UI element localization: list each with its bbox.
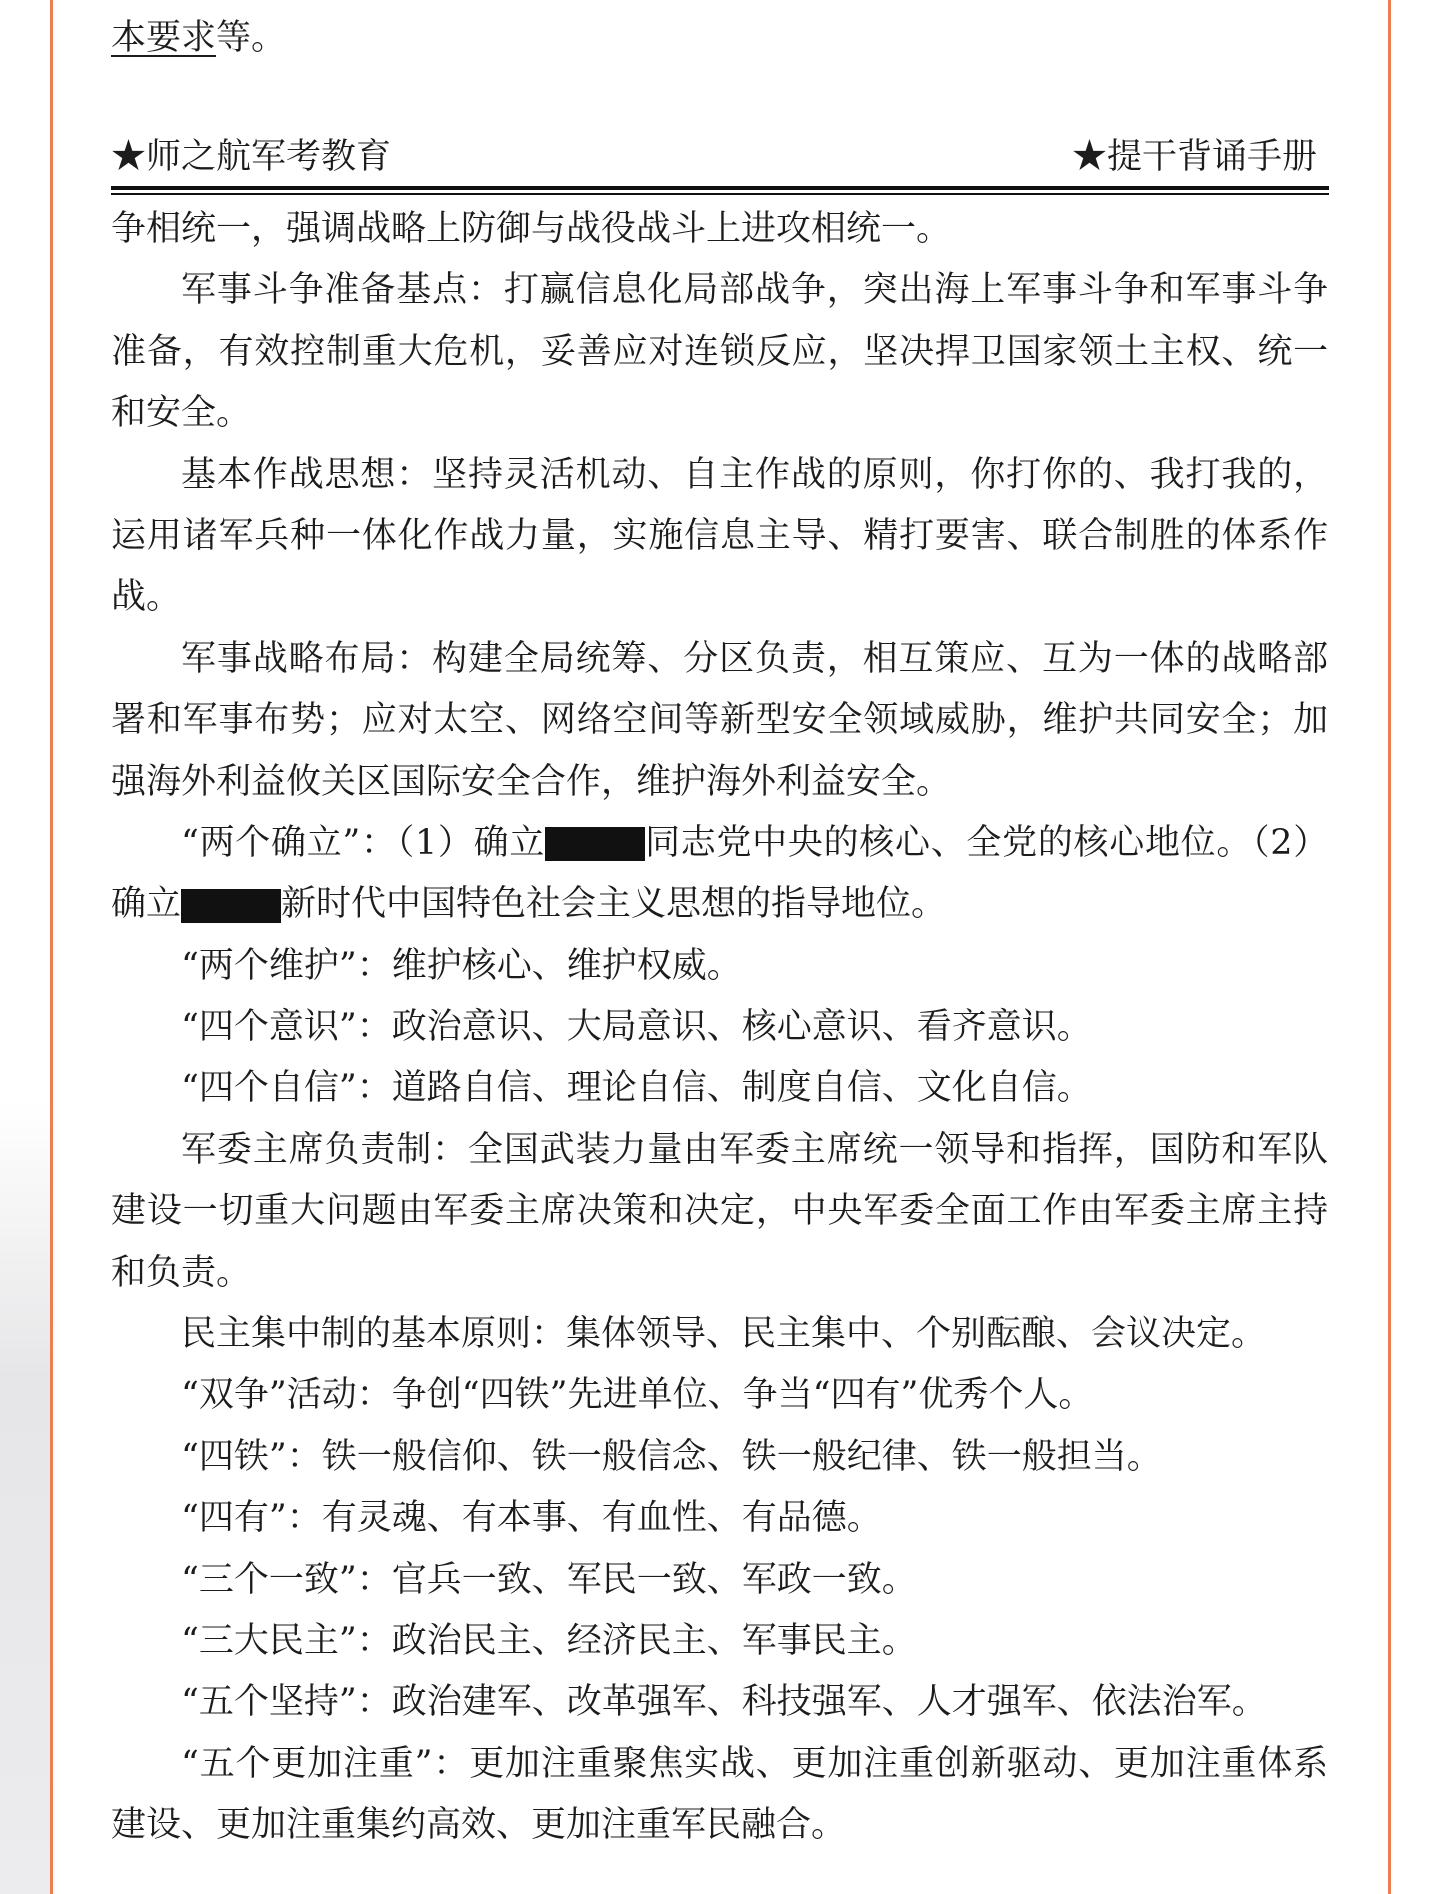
text-line: [111, 1365, 1329, 1426]
paragraph-two-establishments: [111, 813, 1329, 936]
text-line: [111, 199, 1329, 260]
line-text: 基本作战思想：坚持灵活机动、自主作战的原则，你打你的、我打我的，: [181, 454, 1329, 495]
paragraph-four-haves: [111, 1488, 1329, 1549]
paragraph-four-iron: [111, 1427, 1329, 1488]
text-line: [111, 322, 1329, 383]
paragraph-four-consciousnesses: [111, 997, 1329, 1058]
line-text: 军委主席负责制：全国武装力量由军委主席统一领导和指挥，国防和军队: [181, 1129, 1329, 1170]
line-text: “两个维护”：维护核心、维护权威。: [181, 945, 742, 986]
line-text: 争相统一，强调战略上防御与战役战斗上进攻相统一。: [111, 209, 952, 249]
line-text: 民主集中制的基本原则：集体领导、民主集中、个别酝酿、会议决定。: [181, 1314, 1267, 1355]
line-text: 军事战略布局：构建全局统筹、分区负责，相互策应、互为一体的战略部: [181, 638, 1329, 679]
line-text: 署和军事布势；应对太空、网络空间等新型安全领域威胁，维护共同安全；加: [111, 700, 1329, 741]
line-text: [111, 884, 946, 924]
line-text: “四铁”：铁一般信仰、铁一般信念、铁一般纪律、铁一般担当。: [181, 1436, 1162, 1477]
text-line: [111, 260, 1329, 321]
line-text: 运用诸军兵种一体化作战力量，实施信息主导、精打要害、联合制胜的体系作: [111, 515, 1329, 556]
header-book-title: ★提干背诵手册: [1071, 137, 1317, 177]
line-text: 战。: [111, 577, 182, 618]
line-text: 建设一切重大问题由军委主席决策和决定，中央军委全面工作由军委主席主持: [111, 1191, 1329, 1232]
paragraph-five-persistences: [111, 1672, 1329, 1733]
line-text: “五个坚持”：政治建军、改革强军、科技强军、人才强军、依法治军。: [181, 1682, 1267, 1723]
text-line: [111, 629, 1329, 690]
running-header: [111, 127, 1329, 188]
line-text: “三个一致”：官兵一致、军民一致、军政一致。: [181, 1559, 917, 1600]
text-line: [111, 1734, 1329, 1795]
text-line: [111, 1488, 1329, 1549]
paragraph-double-contest: [111, 1365, 1329, 1426]
text-line: [111, 1427, 1329, 1488]
redaction-box: [545, 827, 645, 861]
text-line: [111, 1120, 1329, 1181]
text-line: [111, 997, 1329, 1058]
text-line: [111, 936, 1329, 997]
text-line: [111, 506, 1329, 567]
text-line: [111, 690, 1329, 751]
text-line: [111, 445, 1329, 506]
line-text: 准备，有效控制重大危机，妥善应对连锁反应，坚决捍卫国家领土主权、统一: [111, 331, 1329, 372]
line-text-before: “两个确立”：（1）确立: [181, 822, 546, 863]
underlined-text: 本要求: [111, 18, 217, 58]
text-line: [111, 1181, 1329, 1242]
text-line: [111, 813, 1329, 874]
line-text: “四有”：有灵魂、有本事、有血性、有品德。: [181, 1498, 882, 1539]
carryover-line: [111, 8, 286, 69]
page-border-left: [50, 0, 53, 1894]
line-text: 和负责。: [111, 1252, 252, 1293]
text-line: [111, 1550, 1329, 1611]
page-margin-shadow: [0, 1100, 50, 1894]
header-publisher: ★师之航军考教育: [111, 137, 392, 177]
line-text: “双争”活动：争创“四铁”先进单位、争当“四有”优秀个人。: [181, 1375, 1094, 1416]
line-text: 强海外利益攸关区国际安全合作，维护海外利益安全。: [111, 761, 952, 802]
line-text: [181, 823, 1329, 863]
paragraph-military-strategic-layout: [111, 629, 1329, 813]
redaction-box: [181, 889, 281, 923]
line-text: 军事斗争准备基点：打赢信息化局部战争，突出海上军事斗争和军事斗争: [181, 270, 1329, 311]
header-rule-thin: [111, 193, 1329, 195]
paragraph-military-struggle-preparation: [111, 260, 1329, 444]
text-line: [111, 752, 1329, 813]
paragraph-three-unities: [111, 1550, 1329, 1611]
line-text: 建设、更加注重集约高效、更加注重军民融合。: [111, 1805, 847, 1846]
text-line: [111, 1058, 1329, 1119]
line-text-after: 同志党中央的核心、全党的核心地位。（2）: [645, 822, 1329, 863]
line-text: “四个意识”：政治意识、大局意识、核心意识、看齐意识。: [181, 1007, 1092, 1048]
text-line: [111, 1243, 1329, 1304]
text-line: [111, 874, 1329, 935]
page-border-right: [1388, 0, 1391, 1894]
text-line: [111, 1611, 1329, 1672]
paragraph-continuation: [111, 199, 1329, 260]
line-text: “三大民主”：政治民主、经济民主、军事民主。: [181, 1620, 917, 1661]
carryover-text: 等。: [216, 18, 287, 58]
line-text-before: 确立: [111, 884, 182, 925]
text-line: [111, 383, 1329, 444]
paragraph-democratic-centralism: [111, 1304, 1329, 1365]
paragraph-cmc-chairman-responsibility: [111, 1120, 1329, 1304]
paragraph-basic-operational-thought: [111, 445, 1329, 629]
text-line: [111, 567, 1329, 628]
paragraph-five-greater-emphases: [111, 1734, 1329, 1857]
line-text: 和安全。: [111, 393, 252, 434]
line-text-after: 新时代中国特色社会主义思想的指导地位。: [281, 884, 947, 925]
header-rule-thick: [111, 186, 1329, 190]
paragraph-three-democracies: [111, 1611, 1329, 1672]
line-text: “五个更加注重”：更加注重聚焦实战、更加注重创新驱动、更加注重体系: [181, 1743, 1329, 1784]
body-text: [111, 199, 1329, 1857]
text-line: [111, 1795, 1329, 1856]
paragraph-four-confidences: [111, 1058, 1329, 1119]
paragraph-two-safeguards: [111, 936, 1329, 997]
text-line: [111, 1672, 1329, 1733]
text-line: [111, 1304, 1329, 1365]
line-text: “四个自信”：道路自信、理论自信、制度自信、文化自信。: [181, 1068, 1092, 1109]
